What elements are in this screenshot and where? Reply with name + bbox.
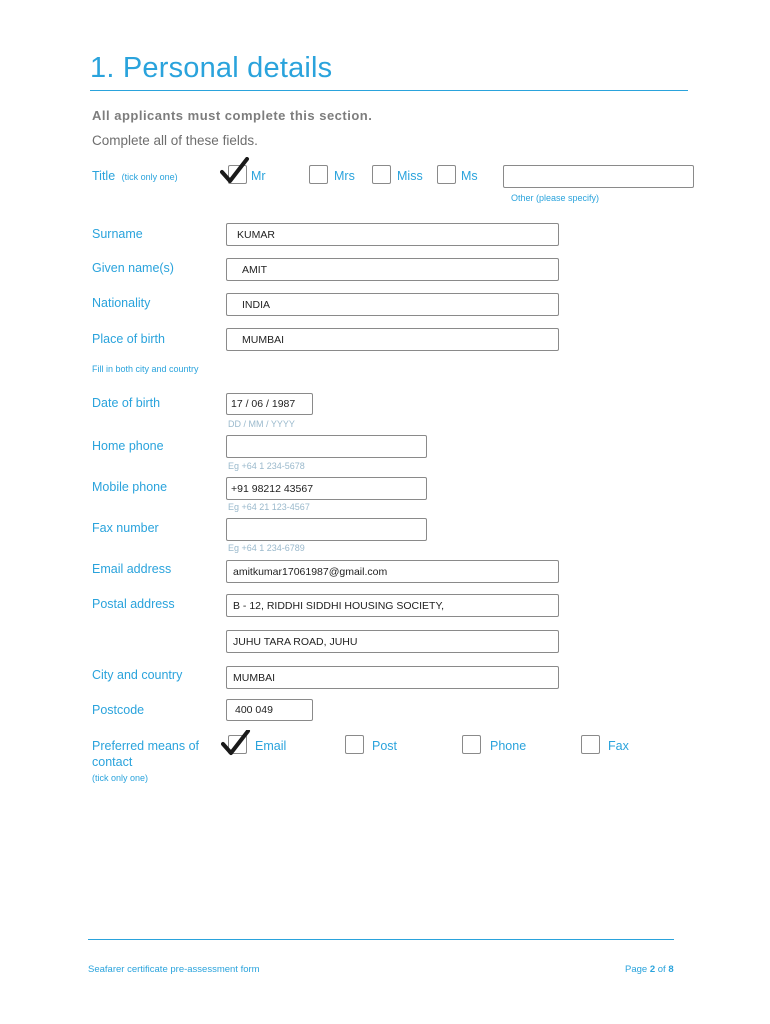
surname-input[interactable]: KUMAR	[226, 223, 559, 246]
nationality-label: Nationality	[92, 296, 151, 310]
mobile-phone-hint: Eg +64 21 123-4567	[228, 502, 310, 512]
fax-number-label: Fax number	[92, 521, 159, 535]
contact-option-email: Email	[255, 739, 287, 753]
home-phone-label: Home phone	[92, 439, 164, 453]
place-of-birth-label: Place of birth	[92, 332, 165, 346]
given-names-label: Given name(s)	[92, 261, 174, 275]
title-option-mr: Mr	[251, 169, 266, 183]
mobile-phone-input[interactable]: +91 98212 43567	[226, 477, 427, 500]
title-label	[92, 169, 178, 183]
fax-number-input[interactable]	[226, 518, 427, 541]
home-phone-hint: Eg +64 1 234-5678	[228, 461, 305, 471]
place-of-birth-hint: Fill in both city and country	[92, 364, 199, 374]
mobile-phone-label: Mobile phone	[92, 480, 168, 494]
contact-option-fax: Fax	[608, 739, 629, 753]
contact-option-post: Post	[372, 739, 398, 753]
footer-form-name: Seafarer certificate pre-assessment form	[88, 964, 260, 975]
nationality-input[interactable]: INDIA	[226, 293, 559, 316]
title-option-mrs: Mrs	[334, 169, 355, 183]
section-subinstruction: Complete all of these fields.	[92, 133, 258, 148]
email-label: Email address	[92, 562, 172, 576]
contact-note: (tick only one)	[92, 773, 149, 783]
title-other-input[interactable]	[503, 165, 694, 188]
title-other-hint: Other (please specify)	[511, 193, 600, 203]
title-miss-checkbox[interactable]	[372, 165, 391, 184]
postal-address-label: Postal address	[92, 597, 175, 611]
title-mrs-checkbox[interactable]	[309, 165, 328, 184]
contact-email-checkmark-icon	[221, 730, 251, 758]
footer-divider	[88, 939, 674, 940]
page-total: 8	[668, 964, 674, 975]
title-option-miss: Miss	[397, 169, 423, 183]
given-names-input[interactable]: AMIT	[226, 258, 559, 281]
postcode-input[interactable]: 400 049	[226, 699, 313, 721]
title-label-text: Title	[92, 169, 116, 183]
surname-label: Surname	[92, 227, 143, 241]
title-note: (tick only one)	[121, 172, 178, 182]
city-country-input[interactable]: MUMBAI	[226, 666, 559, 689]
contact-label: Preferred means of contact	[92, 739, 199, 769]
page-current: 2	[649, 964, 656, 975]
place-of-birth-input[interactable]: MUMBAI	[226, 328, 559, 351]
city-country-label: City and country	[92, 668, 183, 682]
title-ms-checkbox[interactable]	[437, 165, 456, 184]
contact-fax-checkbox[interactable]	[581, 735, 600, 754]
date-of-birth-input[interactable]: 17 / 06 / 1987	[226, 393, 313, 415]
date-of-birth-label: Date of birth	[92, 396, 161, 410]
page-of: of	[657, 964, 666, 975]
postal-address-line1-input[interactable]: B - 12, RIDDHI SIDDHI HOUSING SOCIETY,	[226, 594, 559, 617]
home-phone-input[interactable]	[226, 435, 427, 458]
fax-number-hint: Eg +64 1 234-6789	[228, 543, 305, 553]
section-instruction: All applicants must complete this section.	[92, 108, 373, 123]
title-divider	[90, 90, 688, 91]
postcode-label: Postcode	[92, 703, 145, 717]
title-mr-checkmark-icon	[220, 157, 250, 185]
date-of-birth-hint: DD / MM / YYYY	[228, 419, 295, 429]
footer-page-number	[625, 964, 674, 975]
page-title: 1. Personal details	[90, 52, 333, 84]
page-prefix: Page	[625, 964, 648, 975]
email-input[interactable]: amitkumar17061987@gmail.com	[226, 560, 559, 583]
contact-phone-checkbox[interactable]	[462, 735, 481, 754]
contact-option-phone: Phone	[490, 739, 527, 753]
contact-post-checkbox[interactable]	[345, 735, 364, 754]
postal-address-line2-input[interactable]: JUHU TARA ROAD, JUHU	[226, 630, 559, 653]
title-option-ms: Ms	[461, 169, 478, 183]
